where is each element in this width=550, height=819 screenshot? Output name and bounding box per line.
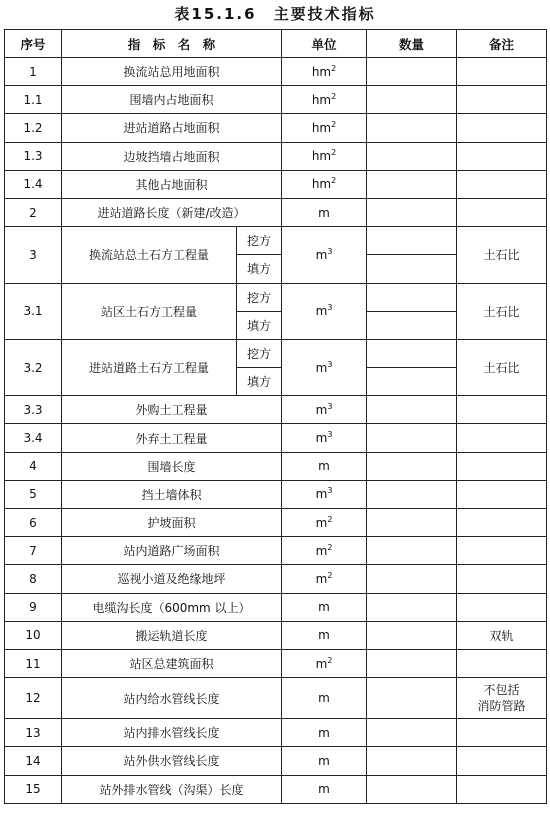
row-note: [457, 396, 547, 424]
row-name: 挡土墙体积: [62, 480, 282, 508]
row-seq: 6: [5, 509, 62, 537]
row-qty: [367, 593, 457, 621]
row-qty: [367, 339, 457, 367]
row-qty: [367, 86, 457, 114]
header-qty: 数量: [367, 30, 457, 58]
row-seq: 10: [5, 621, 62, 649]
row-name: 边坡挡墙占地面积: [62, 142, 282, 170]
row-unit: $m^3$: [282, 227, 367, 283]
row-qty: [367, 368, 457, 396]
row-name: 围墙长度: [62, 452, 282, 480]
row-note: [457, 58, 547, 86]
row-note: 土石比: [457, 227, 547, 283]
table-row: [5, 339, 547, 367]
row-sub-excavation: 挖方: [237, 227, 282, 255]
row-sub-excavation: 挖方: [237, 283, 282, 311]
row-unit: $m^3$: [282, 339, 367, 395]
table-row: [5, 86, 547, 114]
row-note: [457, 86, 547, 114]
row-qty: [367, 198, 457, 226]
row-qty: [367, 775, 457, 803]
row-seq: 3.4: [5, 424, 62, 452]
note-line: 不包括: [483, 683, 520, 698]
row-name: 站外排水管线（沟渠）长度: [62, 775, 282, 803]
row-unit: $hm^2$: [282, 142, 367, 170]
row-unit: m: [282, 452, 367, 480]
row-qty: [367, 58, 457, 86]
indicator-table: [4, 29, 547, 804]
row-unit: $hm^2$: [282, 86, 367, 114]
row-note: [457, 114, 547, 142]
row-name: 巡视小道及绝缘地坪: [62, 565, 282, 593]
row-name: 进站道路土石方工程量: [62, 339, 237, 395]
row-qty: [367, 719, 457, 747]
row-seq: 3.1: [5, 283, 62, 339]
header-seq: 序号: [5, 30, 62, 58]
row-qty: [367, 537, 457, 565]
table-row: [5, 142, 547, 170]
row-note: [457, 775, 547, 803]
row-unit: $hm^2$: [282, 114, 367, 142]
row-note: [457, 565, 547, 593]
row-note: [457, 509, 547, 537]
row-unit: m: [282, 719, 367, 747]
header-note: 备注: [457, 30, 547, 58]
row-unit: $m^3$: [282, 480, 367, 508]
row-seq: 11: [5, 649, 62, 677]
row-name: 站内排水管线长度: [62, 719, 282, 747]
row-seq: 4: [5, 452, 62, 480]
row-qty: [367, 311, 457, 339]
table-row: [5, 283, 547, 311]
row-seq: 12: [5, 678, 62, 719]
row-qty: [367, 747, 457, 775]
row-unit: $m^3$: [282, 396, 367, 424]
row-unit: m: [282, 747, 367, 775]
row-note: 土石比: [457, 339, 547, 395]
row-unit: $m^3$: [282, 424, 367, 452]
row-seq: 1: [5, 58, 62, 86]
row-name: 站区总建筑面积: [62, 649, 282, 677]
table-row: [5, 537, 547, 565]
row-note: [457, 649, 547, 677]
table-body: [5, 58, 547, 804]
row-name: 其他占地面积: [62, 170, 282, 198]
row-qty: [367, 283, 457, 311]
row-seq: 15: [5, 775, 62, 803]
row-seq: 3.3: [5, 396, 62, 424]
row-seq: 1.3: [5, 142, 62, 170]
row-unit: $hm^2$: [282, 58, 367, 86]
row-unit: $m^2$: [282, 537, 367, 565]
row-seq: 1.1: [5, 86, 62, 114]
row-note: [457, 142, 547, 170]
table-row: [5, 480, 547, 508]
row-note: [457, 678, 547, 719]
table-row: [5, 396, 547, 424]
row-seq: 9: [5, 593, 62, 621]
row-seq: 3: [5, 227, 62, 283]
row-unit: m: [282, 593, 367, 621]
row-name: 电缆沟长度（600mm 以上）: [62, 593, 282, 621]
row-note: [457, 747, 547, 775]
row-unit: m: [282, 678, 367, 719]
row-name: 站内道路广场面积: [62, 537, 282, 565]
table-row: [5, 593, 547, 621]
row-unit: $hm^2$: [282, 170, 367, 198]
row-name: 外弃土工程量: [62, 424, 282, 452]
row-qty: [367, 621, 457, 649]
table-row: [5, 719, 547, 747]
table-row: [5, 649, 547, 677]
row-unit: m: [282, 621, 367, 649]
row-qty: [367, 227, 457, 255]
row-qty: [367, 396, 457, 424]
table-row: [5, 170, 547, 198]
row-name: 站外供水管线长度: [62, 747, 282, 775]
row-seq: 1.4: [5, 170, 62, 198]
note-line: 消防管路: [477, 699, 526, 714]
table-row: [5, 775, 547, 803]
row-note: [457, 480, 547, 508]
row-name: 换流站总用地面积: [62, 58, 282, 86]
table-row: [5, 227, 547, 255]
row-note: [457, 593, 547, 621]
row-name: 外购土工程量: [62, 396, 282, 424]
row-seq: 3.2: [5, 339, 62, 395]
row-seq: 8: [5, 565, 62, 593]
row-seq: 14: [5, 747, 62, 775]
row-note: [457, 198, 547, 226]
row-note: [457, 424, 547, 452]
row-seq: 1.2: [5, 114, 62, 142]
row-unit: m: [282, 198, 367, 226]
row-qty: [367, 255, 457, 283]
table-row: [5, 509, 547, 537]
table-row: [5, 424, 547, 452]
row-seq: 2: [5, 198, 62, 226]
table-row: [5, 678, 547, 719]
row-unit: $m^3$: [282, 283, 367, 339]
row-qty: [367, 424, 457, 452]
row-sub-fill: 填方: [237, 311, 282, 339]
row-name: 站区土石方工程量: [62, 283, 237, 339]
row-name: 围墙内占地面积: [62, 86, 282, 114]
table-row: [5, 621, 547, 649]
row-name: 站内给水管线长度: [62, 678, 282, 719]
header-row: [5, 30, 547, 58]
table-row: [5, 747, 547, 775]
row-qty: [367, 142, 457, 170]
table-title: 表15.1.6 主要技术指标: [174, 5, 376, 23]
row-name: 进站道路长度（新建/改造）: [62, 198, 282, 226]
row-unit: m: [282, 775, 367, 803]
table-row: [5, 114, 547, 142]
row-unit: $m^2$: [282, 649, 367, 677]
row-name: 进站道路占地面积: [62, 114, 282, 142]
row-sub-excavation: 挖方: [237, 339, 282, 367]
row-qty: [367, 452, 457, 480]
row-qty: [367, 170, 457, 198]
row-qty: [367, 565, 457, 593]
table-row: [5, 198, 547, 226]
row-seq: 13: [5, 719, 62, 747]
row-name: 换流站总土石方工程量: [62, 227, 237, 283]
row-name: 护坡面积: [62, 509, 282, 537]
table-row: [5, 58, 547, 86]
row-note: 土石比: [457, 283, 547, 339]
row-seq: 7: [5, 537, 62, 565]
row-note: 双轨: [457, 621, 547, 649]
row-sub-fill: 填方: [237, 368, 282, 396]
row-qty: [367, 114, 457, 142]
table-row: [5, 565, 547, 593]
row-unit: $m^2$: [282, 509, 367, 537]
header-unit: 单位: [282, 30, 367, 58]
row-sub-fill: 填方: [237, 255, 282, 283]
row-note: [457, 719, 547, 747]
row-note: [457, 452, 547, 480]
row-qty: [367, 509, 457, 537]
table-row: [5, 452, 547, 480]
row-note: [457, 537, 547, 565]
row-note: [457, 170, 547, 198]
row-qty: [367, 480, 457, 508]
row-name: 搬运轨道长度: [62, 621, 282, 649]
header-name: 指 标 名 称: [62, 30, 282, 58]
row-qty: [367, 649, 457, 677]
row-qty: [367, 678, 457, 719]
row-unit: $m^2$: [282, 565, 367, 593]
row-seq: 5: [5, 480, 62, 508]
